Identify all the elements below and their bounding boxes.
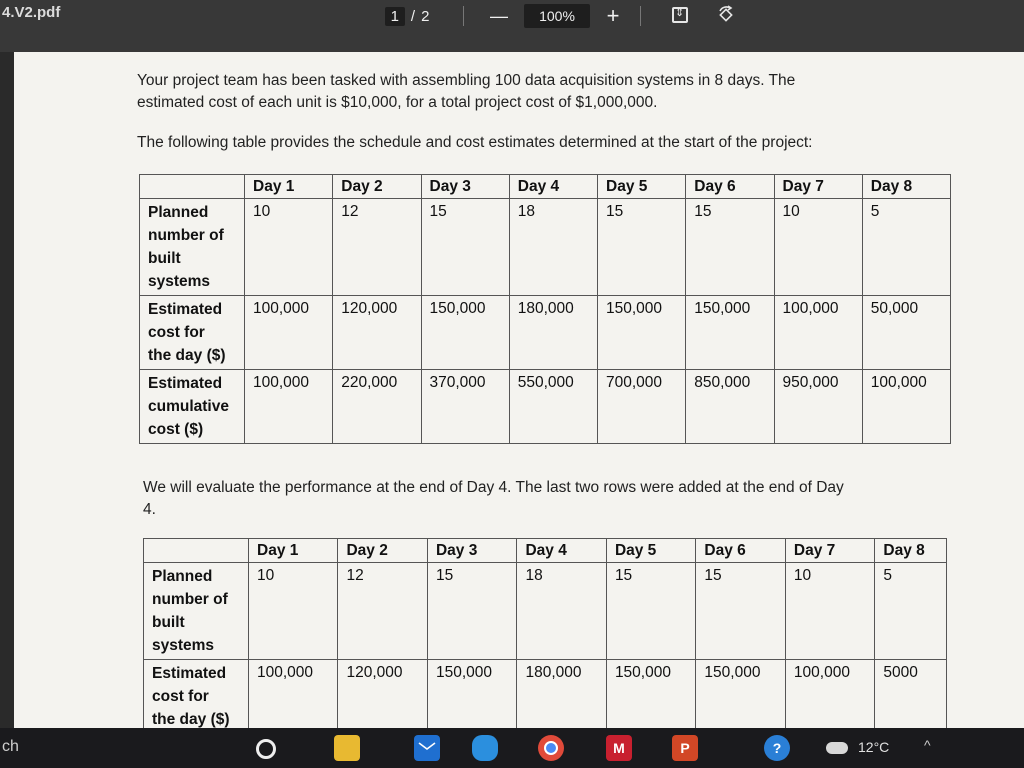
row-label-line: the day ($)	[152, 711, 230, 728]
column-header: Day 7	[785, 539, 874, 563]
temperature-readout[interactable]: 12°C	[858, 739, 890, 755]
table-cell: 10	[785, 563, 874, 660]
table-cell: 5000	[875, 660, 947, 729]
row-label	[140, 199, 245, 296]
table-intro-text: The following table provides the schedule and cost estimates determined at the start of the project:	[137, 134, 813, 151]
table-row	[140, 296, 951, 370]
table-cell: 150,000	[598, 296, 686, 370]
row-label-line: systems	[148, 273, 211, 290]
intro-line-1: Your project team has been tasked with assembling 100 data acquisition systems in 8 days. The	[137, 72, 796, 89]
column-header: Day 6	[696, 539, 785, 563]
table-cell: 120,000	[338, 660, 427, 729]
table-cell: 950,000	[774, 370, 862, 444]
table-row	[144, 660, 947, 729]
table-cell: 150,000	[696, 660, 785, 729]
table-cell: 100,000	[245, 296, 333, 370]
zoom-level-input[interactable]: 100%	[524, 4, 590, 28]
row-label	[144, 563, 249, 660]
table-cell: 10	[245, 199, 333, 296]
table-row	[140, 199, 951, 296]
table-cell: 12	[338, 563, 427, 660]
column-header: Day 8	[875, 539, 947, 563]
table-cell: 180,000	[509, 296, 597, 370]
table-cell: 15	[696, 563, 785, 660]
schedule-table-1	[139, 174, 951, 444]
table-cell: 18	[509, 199, 597, 296]
table-cell: 10	[249, 563, 338, 660]
table-cell: 15	[421, 199, 509, 296]
table-header-row	[140, 175, 951, 199]
row-label-line: built	[152, 614, 185, 631]
weather-icon[interactable]	[826, 742, 848, 754]
table-cell: 5	[862, 199, 950, 296]
windows-taskbar	[0, 728, 1024, 768]
onedrive-icon[interactable]	[472, 735, 498, 761]
page-total: 2	[421, 7, 430, 25]
column-header: Day 4	[509, 175, 597, 199]
table-cell: 100,000	[249, 660, 338, 729]
file-explorer-icon[interactable]	[334, 735, 360, 761]
eval-line-1: We will evaluate the performance at the end of Day 4. The last two rows were added at the end of Day	[143, 479, 844, 496]
toolbar-divider	[463, 6, 464, 26]
cortana-icon[interactable]	[256, 739, 276, 759]
row-label-line: cost for	[148, 324, 205, 341]
mail-glyph	[418, 742, 436, 754]
row-label-line: cumulative	[148, 398, 229, 415]
table-cell: 850,000	[686, 370, 774, 444]
help-icon[interactable]: ?	[764, 735, 790, 761]
mcafee-icon[interactable]: M	[606, 735, 632, 761]
table-cell: 100,000	[862, 370, 950, 444]
row-label-line: Estimated	[148, 301, 223, 318]
pdf-toolbar	[0, 0, 1024, 52]
evaluation-paragraph	[143, 477, 844, 521]
row-label-line: cost for	[152, 688, 209, 705]
rotate-glyph	[716, 5, 736, 25]
column-header: Day 2	[338, 539, 427, 563]
table-cell: 150,000	[421, 296, 509, 370]
table-cell: 370,000	[421, 370, 509, 444]
column-header: Day 3	[421, 175, 509, 199]
column-header: Day 7	[774, 175, 862, 199]
row-label-line: Estimated	[148, 375, 223, 392]
table-cell: 100,000	[785, 660, 874, 729]
row-label	[144, 660, 249, 729]
toolbar-divider	[640, 6, 641, 26]
table-corner-cell	[144, 539, 249, 563]
table-corner-cell	[140, 175, 245, 199]
zoom-in-button[interactable]: +	[606, 3, 620, 28]
column-header: Day 8	[862, 175, 950, 199]
column-header: Day 3	[427, 539, 516, 563]
row-label-line: number of	[152, 591, 228, 608]
table-cell: 150,000	[427, 660, 516, 729]
table-cell: 220,000	[333, 370, 421, 444]
taskbar-search-text[interactable]: ch	[2, 738, 19, 755]
row-label-line: number of	[148, 227, 224, 244]
rotate-icon[interactable]	[716, 5, 736, 25]
row-label-line: systems	[152, 637, 215, 654]
table-cell: 15	[606, 563, 695, 660]
row-label-line: Estimated	[152, 665, 227, 682]
table-cell: 12	[333, 199, 421, 296]
table-cell: 100,000	[774, 296, 862, 370]
powerpoint-icon[interactable]: P	[672, 735, 698, 761]
column-header: Day 6	[686, 175, 774, 199]
page-separator: /	[410, 7, 416, 25]
table-header-row	[144, 539, 947, 563]
table-row	[144, 563, 947, 660]
table-cell: 15	[427, 563, 516, 660]
table-cell: 18	[517, 563, 606, 660]
schedule-table-2	[143, 538, 947, 728]
table-cell: 550,000	[509, 370, 597, 444]
table-cell: 120,000	[333, 296, 421, 370]
chevron-up-icon[interactable]: ^	[924, 737, 931, 753]
fit-to-page-icon[interactable]	[672, 7, 688, 23]
mail-icon[interactable]	[414, 735, 440, 761]
table-cell: 100,000	[245, 370, 333, 444]
intro-line-2: estimated cost of each unit is $10,000, for a total project cost of $1,000,000.	[137, 94, 658, 111]
table-cell: 50,000	[862, 296, 950, 370]
table-cell: 700,000	[598, 370, 686, 444]
table-cell: 150,000	[606, 660, 695, 729]
table-cell: 180,000	[517, 660, 606, 729]
column-header: Day 2	[333, 175, 421, 199]
table-cell: 150,000	[686, 296, 774, 370]
chrome-center	[544, 741, 558, 755]
column-header: Day 5	[606, 539, 695, 563]
table-cell: 5	[875, 563, 947, 660]
table-cell: 15	[686, 199, 774, 296]
table-cell: 15	[598, 199, 686, 296]
pdf-page	[14, 52, 1024, 728]
intro-paragraph	[137, 70, 795, 114]
eval-line-2: 4.	[143, 501, 156, 518]
chrome-icon[interactable]	[538, 735, 564, 761]
page-indicator	[372, 4, 442, 28]
zoom-out-button[interactable]: —	[490, 5, 508, 26]
column-header: Day 1	[245, 175, 333, 199]
row-label-line: the day ($)	[148, 347, 226, 364]
row-label-line: Planned	[152, 568, 213, 585]
row-label	[140, 370, 245, 444]
page-number-input[interactable]: 1	[385, 7, 405, 26]
row-label-line: built	[148, 250, 181, 267]
column-header: Day 4	[517, 539, 606, 563]
column-header: Day 1	[249, 539, 338, 563]
row-label-line: Planned	[148, 204, 209, 221]
document-filename: 4.V2.pdf	[2, 4, 61, 21]
row-label-line: cost ($)	[148, 421, 204, 438]
row-label	[140, 296, 245, 370]
column-header: Day 5	[598, 175, 686, 199]
table-cell: 10	[774, 199, 862, 296]
table-row	[140, 370, 951, 444]
